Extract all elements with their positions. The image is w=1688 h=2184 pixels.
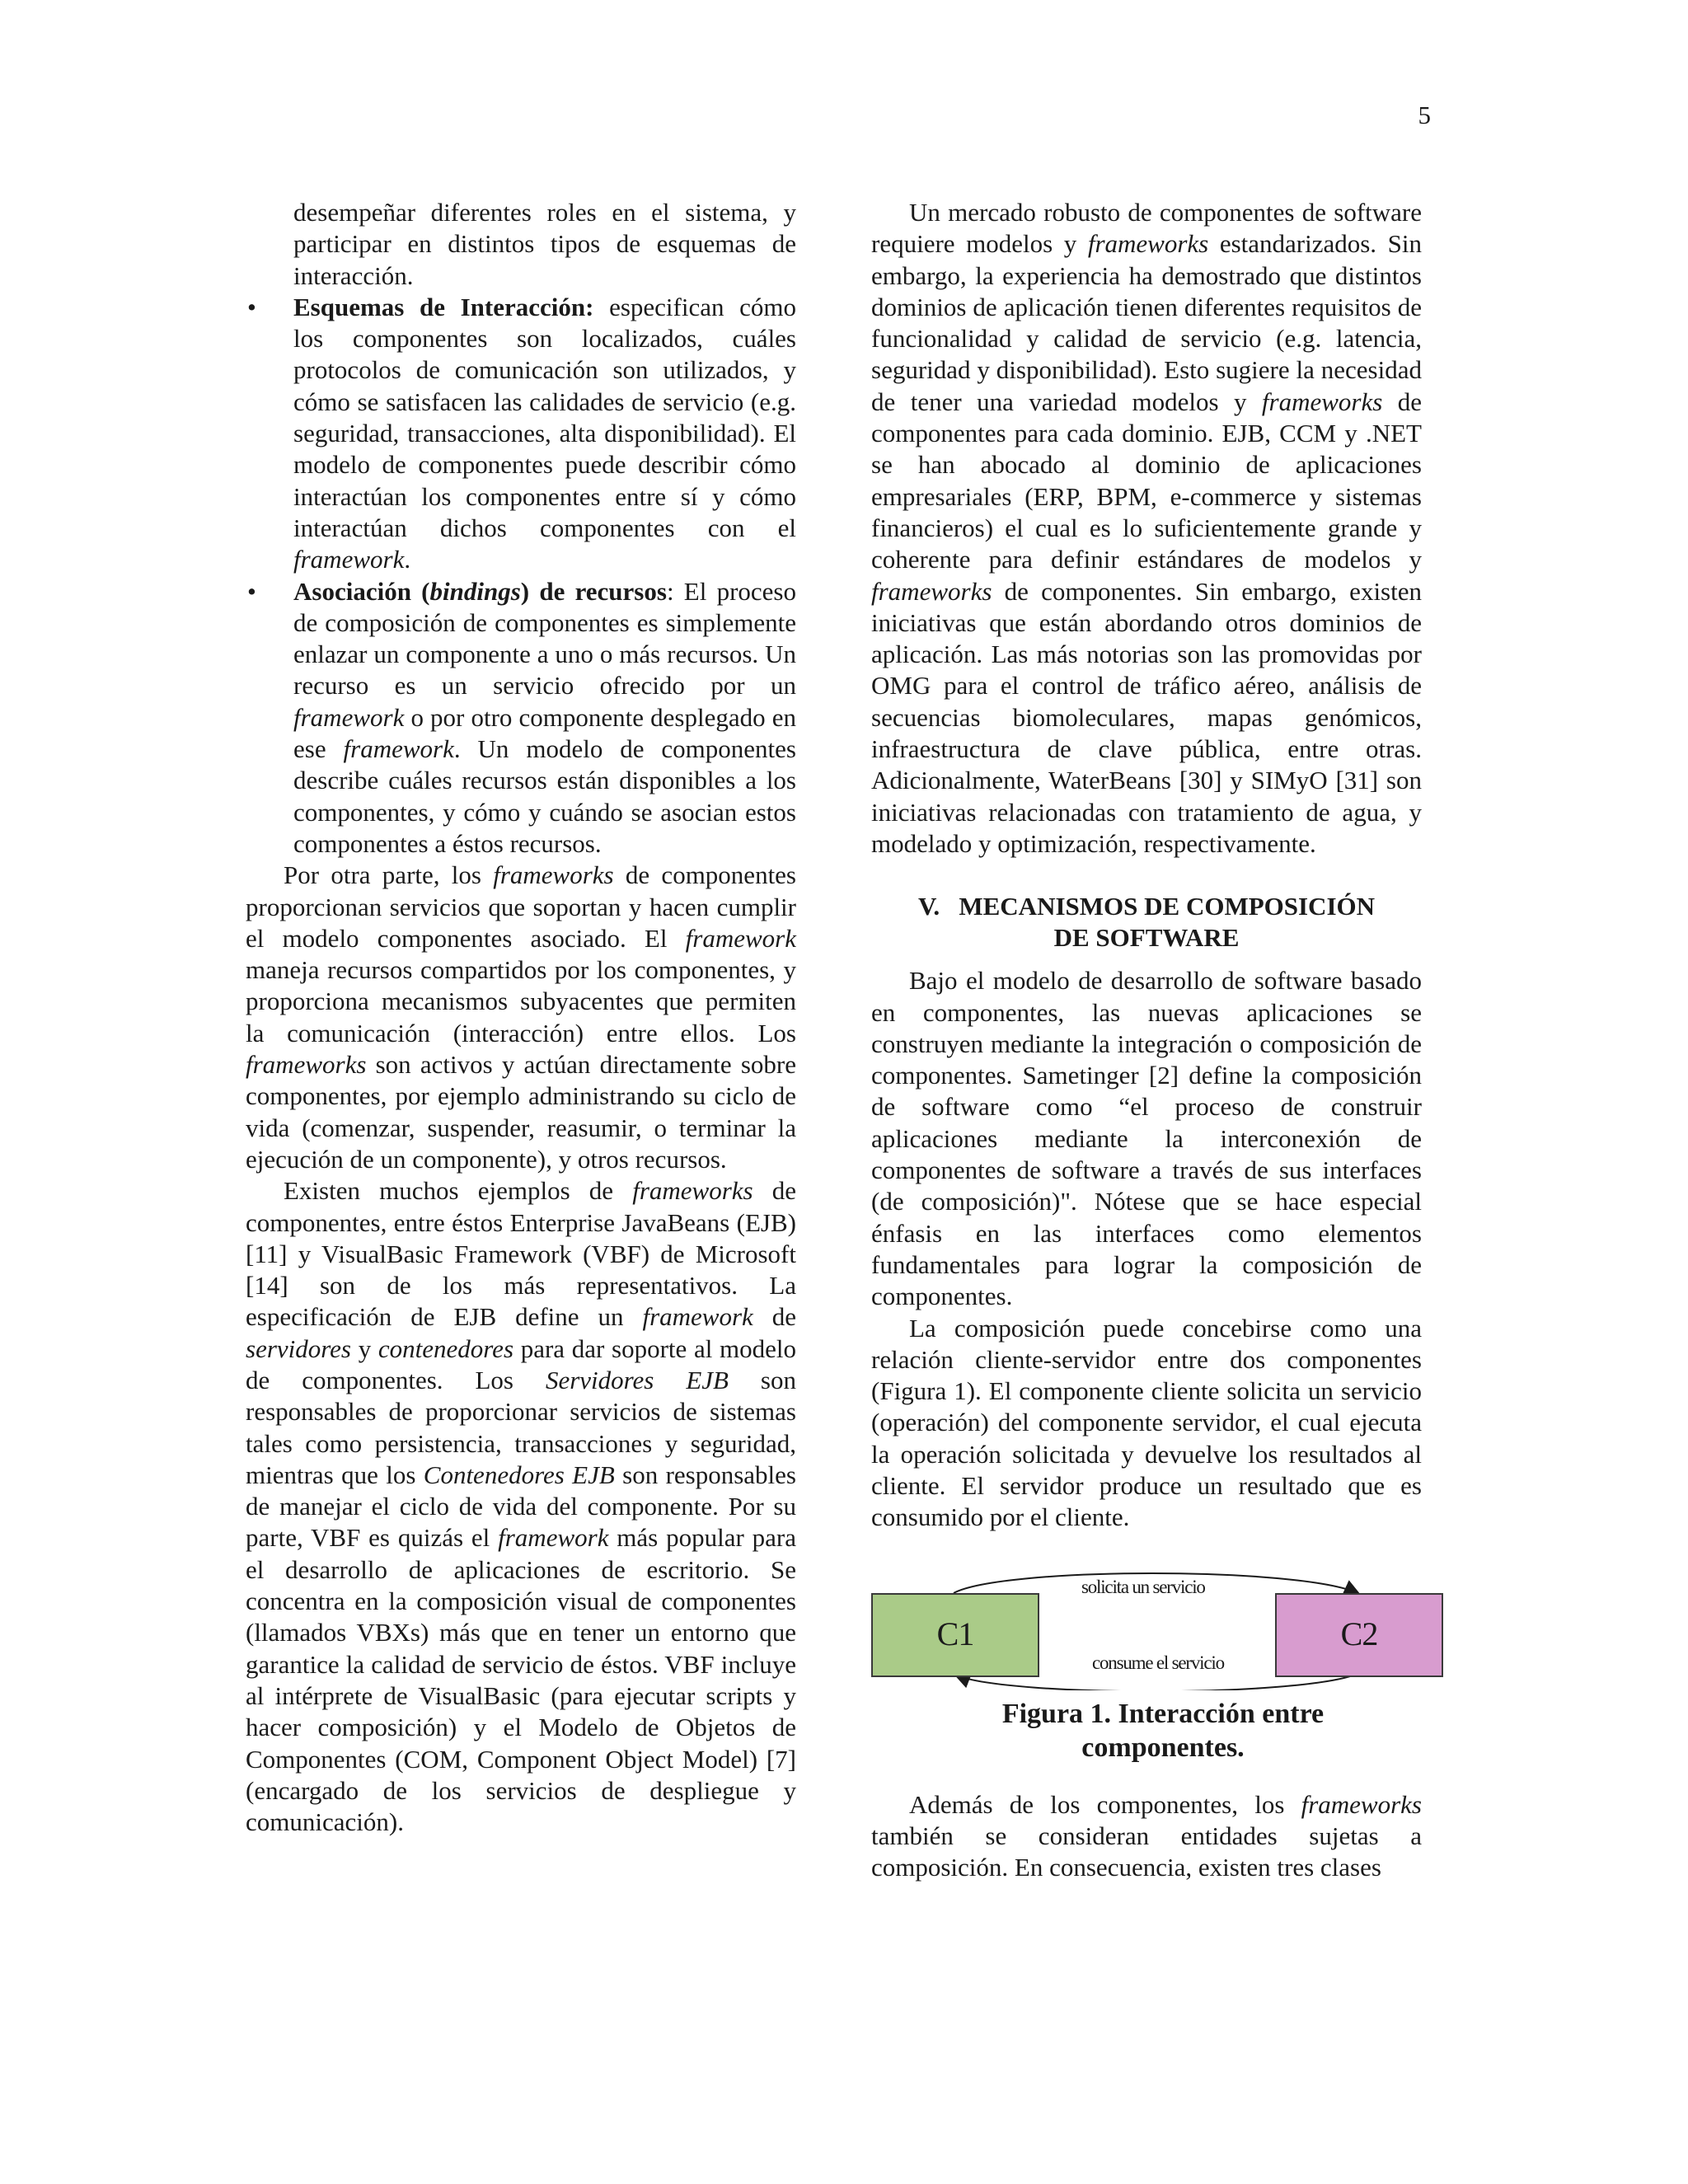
paragraph-framework-examples [246, 1175, 796, 1838]
text-span: son responsables de manejar el ciclo de vida del componente. Por su parte, VBF es quizás el [246, 1460, 796, 1553]
italic-term: contenedores [377, 1333, 514, 1363]
text-span: de componentes, entre éstos Enterprise JavaBeans (EJB) [11] y VisualBasic Framework (VBF) de Microsoft [14] son de los más representativos. La especificación de EJB define un [246, 1176, 796, 1332]
bullet-item-interaction-schemes [246, 292, 796, 576]
text-span: Además de los componentes, los [909, 1789, 1301, 1819]
bullet-list [246, 292, 796, 860]
paragraph-composition-definition: Bajo el modelo de desarrollo de software basado en componentes, las nuevas aplicaciones se construyen mediante la integración o composición de componentes. Sametinger [2] define la composición de software como “el proceso de construir aplicaciones mediante la interconexión de componentes de software a través de sus interfaces (de composición)". Nótese que se hace especial énfasis en las interfaces como elementos fundamentales para lograr la composición de componentes. [871, 966, 1422, 1311]
italic-term: servidores [246, 1333, 351, 1363]
bullet-icon: • [247, 576, 256, 606]
italic-term: frameworks [246, 1050, 367, 1080]
figure-caption-line1: Figura 1. Interacción entre [1001, 1698, 1325, 1729]
italic-term: Contenedores EJB [423, 1460, 615, 1489]
text-span: más popular para el desarrollo de aplicaciones de escritorio. Se concentra en la composición visual de componentes (llamados VBXs) más que en tener un entorno que garantice la calidad de servicio de éstos. VBF incluye al intérprete de VisualBasic (para ejecutar scripts y hacer composición) y el Modelo de Objetos de Componentes (COM, Component Object Model) [7] (encargado de los servicios de despliegue y comunicación). [246, 1523, 796, 1837]
italic-term: framework [293, 545, 405, 574]
text-span: y [351, 1333, 378, 1363]
italic-term: framework [498, 1523, 609, 1553]
text-span: para dar soporte al modelo de componentes. Los [246, 1333, 796, 1394]
bullet-term: Esquemas de Interacción: [293, 292, 594, 321]
italic-term: frameworks [1301, 1789, 1422, 1819]
right-column [871, 197, 1422, 1883]
text-span: de componentes proporcionan servicios que soportan y hacen cumplir el modelo componentes asociado. El [246, 860, 796, 953]
left-intro-text: desempeñar diferentes roles en el sistema, y participar en distintos tipos de esquemas de interacción. [293, 198, 796, 290]
figure-component-interaction [871, 1565, 1440, 1690]
text-span: maneja recursos compartidos por los componentes, y proporciona mecanismos subyacentes que permiten la comunicación (interacción) entre ellos. Los [246, 955, 796, 1047]
figure-caption [871, 1697, 1422, 1765]
bullet-term: Asociación ( [293, 576, 430, 606]
bullet-icon: • [247, 292, 256, 321]
text-span: Existen muchos ejemplos de [284, 1176, 633, 1206]
component-c2-box: C2 [1275, 1593, 1443, 1677]
bullet-text: o por otro componente desplegado en ese [293, 702, 796, 764]
text-span: estandarizados. Sin embargo, la experiencia ha demostrado que distintos dominios de aplicación tienen diferentes requisitos de funcionalidad y calidad de servicio (e.g. latencia, seguridad y disponibilidad). Esto sugiere la necesidad de tener una variedad modelos y [871, 229, 1423, 416]
italic-term: framework [642, 1302, 753, 1332]
text-span: Por otra parte, los [284, 860, 494, 890]
response-label: consume el servicio [1092, 1652, 1224, 1673]
bullet-text: . Un modelo de componentes describe cuáles recursos están disponibles a los componentes, y cómo y cuándo se asocian estos componentes a éstos recursos. [293, 734, 796, 858]
italic-term: frameworks [632, 1176, 753, 1206]
italic-term: frameworks [493, 860, 614, 890]
bullet-text: : El proceso de composición de componentes es simplemente enlazar un componente a uno o más recursos. Un recurso es un servicio ofrecido por un [293, 576, 796, 701]
component-c1-box: C1 [871, 1593, 1039, 1677]
text-span: de componentes para cada dominio. EJB, CCM y .NET se han abocado al dominio de aplicaciones empresariales (ERP, BPM, e-commerce y sistemas financieros) el cual es lo suficientemente grande y coherente para definir estándares de modelos y [871, 387, 1422, 574]
italic-term: frameworks [1261, 387, 1383, 416]
bullet-term: ) de recursos [520, 576, 667, 606]
italic-term: framework [343, 734, 454, 764]
italic-term: frameworks [871, 576, 992, 606]
paragraph-component-market [871, 197, 1422, 860]
bullet-text: especifican cómo los componentes son localizados, cuáles protocolos de comunicación son utilizados, y cómo se satisfacen las calidades de servicio (e.g. seguridad, transacciones, alta disponibilidad). El modelo de componentes puede describir cómo interactúan los componentes entre sí y cómo interactúan dichos componentes con el [293, 292, 796, 542]
text-span: de [753, 1302, 796, 1332]
section-heading [871, 891, 1422, 954]
italic-term: framework [685, 923, 796, 953]
page-number: 5 [1418, 101, 1431, 129]
left-column [246, 197, 796, 1838]
section-heading-line1: V. MECANISMOS DE COMPOSICIÓN [917, 892, 1376, 921]
text-span: Un mercado robusto de componentes de software requiere modelos y [871, 198, 1422, 259]
bullet-item-resource-bindings [246, 576, 796, 860]
figure-caption-line2: componentes. [1081, 1732, 1245, 1763]
text-span: también se consideran entidades sujetas a composición. En consecuencia, existen tres clases [871, 1821, 1422, 1882]
italic-term: frameworks [1087, 229, 1209, 259]
italic-term: Servidores EJB [545, 1365, 729, 1394]
request-label: solicita un servicio [1081, 1576, 1205, 1597]
section-heading-line2: DE SOFTWARE [1053, 923, 1240, 953]
text-span: son activos y actúan directamente sobre componentes, por ejemplo administrando su ciclo de vida (comenzar, suspender, reasumir, o terminar la ejecución de un componente), y otros recursos. [246, 1050, 796, 1174]
text-span: de componentes. Sin embargo, existen iniciativas que están abordando otros dominios de aplicación. Las más notorias son las promovidas por OMG para el control de tráfico aéreo, análisis de secuencias biomoleculares, mapas genómicos, infraestructura de clave pública, entre otras. Adicionalmente, WaterBeans [30] y SIMyO [31] son iniciativas relacionadas con tratamiento de agua, y modelado y optimización, respectivamente. [871, 576, 1422, 858]
paragraph-client-server: La composición puede concebirse como una relación cliente-servidor entre dos componentes (Figura 1). El componente cliente solicita un servicio (operación) del componente servidor, el cual ejecuta la operación solicitada y devuelve los resultados al cliente. El servidor produce un resultado que es consumido por el cliente. [871, 1313, 1422, 1532]
bullet-term-italic: bindings [429, 576, 521, 606]
paragraph-frameworks-composition [871, 1789, 1422, 1884]
italic-term: framework [293, 702, 405, 732]
paragraph-frameworks-services [246, 860, 796, 1175]
bullet-text: . [404, 545, 411, 574]
text-span: son responsables de proporcionar servicios de sistemas tales como persistencia, transacciones y seguridad, mientras que los [246, 1365, 796, 1489]
